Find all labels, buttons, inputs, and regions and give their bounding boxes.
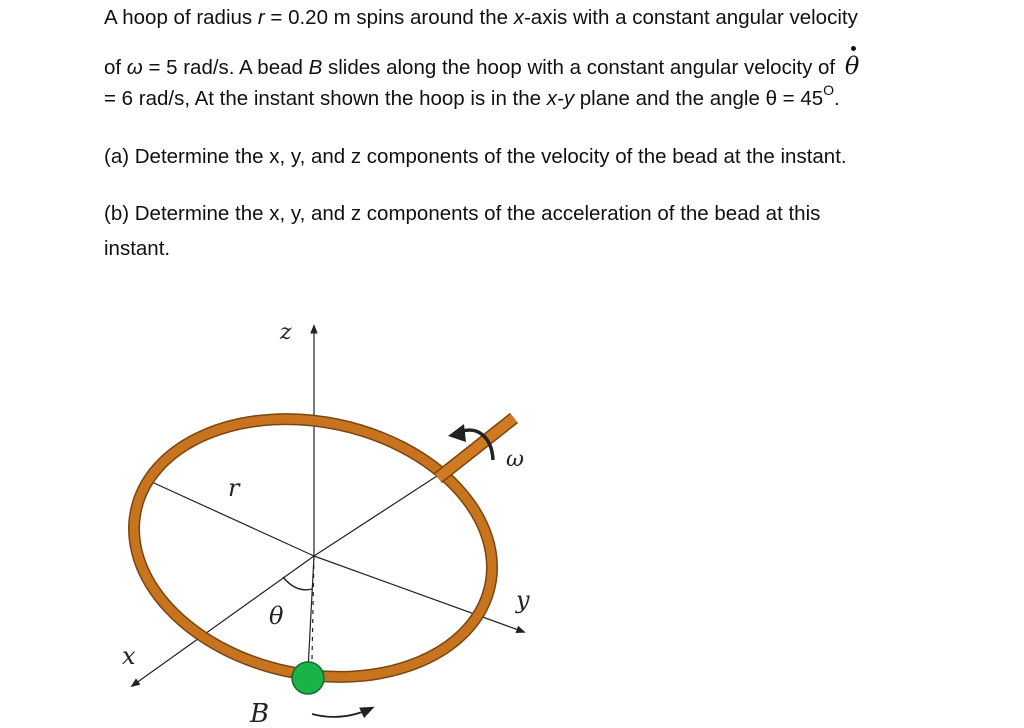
line1-text-c: -axis with a constant angular velocity [523, 6, 858, 29]
theta-angle-arc [283, 577, 312, 590]
line2-text-b: = 5 rad/s. A bead [142, 56, 309, 79]
x-axis-symbol: x [513, 6, 524, 29]
axle [438, 418, 514, 478]
theta-label: θ [269, 602, 284, 630]
z-axis-label: z [280, 320, 292, 345]
line1-text-b: = 0.20 m spins around the [264, 6, 514, 29]
theta-dot-letter: θ [844, 52, 860, 80]
omega-symbol: ω [126, 56, 143, 79]
bead-motion-arrow [312, 708, 372, 717]
radius-label: r [228, 474, 240, 502]
y-axis-label: y [516, 586, 530, 614]
omega-rotation-arrowhead [448, 424, 466, 442]
line2-text-a: of [104, 56, 127, 79]
bead-symbol: B [308, 56, 323, 79]
line3-text-c: . [834, 87, 840, 110]
x-axis-label: x [122, 642, 136, 670]
bead-label: B [250, 699, 270, 728]
line1-text-a: A hoop of radius [104, 6, 258, 29]
degree-symbol: O [823, 82, 835, 98]
part-a-question: (a) Determine the x, y, and z components of the velocity of the bead at the instant. [104, 145, 847, 168]
line2-text-c: slides along the hoop with a constant angular velocity of [322, 56, 841, 79]
part-b-question-line-1: (b) Determine the x, y, and z components of the acceleration of the bead at this [104, 202, 821, 225]
radius-symbol: r [257, 6, 265, 29]
omega-label: ω [506, 447, 524, 472]
bead [292, 662, 324, 694]
xy-plane-symbol: x-y [546, 87, 575, 110]
hoop-diameter-line [314, 474, 440, 556]
part-b-question-line-2: instant. [104, 237, 171, 260]
line3-text-b: plane and the angle θ = 45 [574, 87, 824, 110]
line3-text-a: = 6 rad/s, At the instant shown the hoop is in the [104, 87, 547, 110]
